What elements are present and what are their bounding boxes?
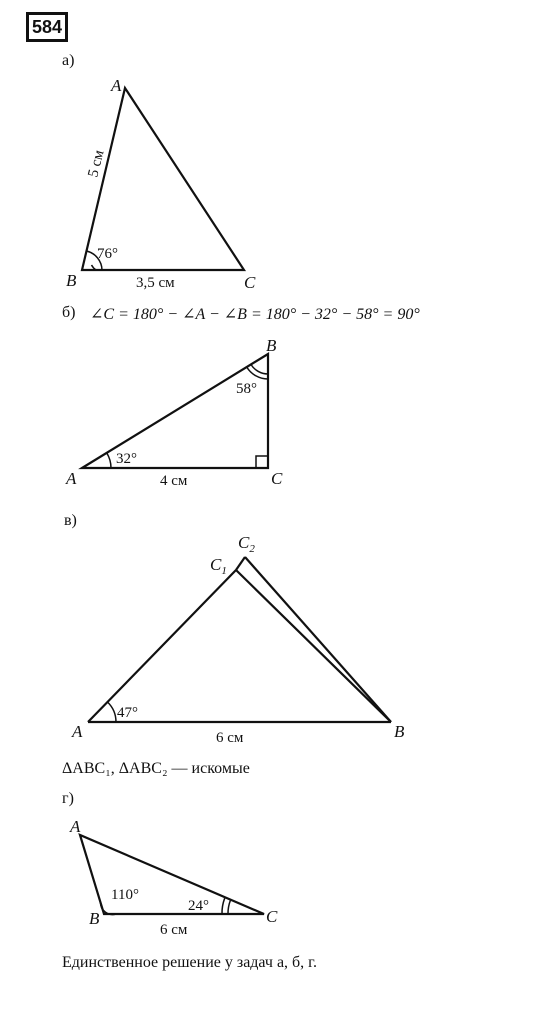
- angle-b-arc-b: [251, 365, 268, 375]
- angle-sum-formula: ∠C = 180° − ∠A − ∠B = 180° − 32° − 58° = 90°: [90, 306, 420, 323]
- vertex-c1-label: $C_1$: [210, 555, 227, 577]
- conclusion-text: Единственное решение у задач а, б, г.: [62, 954, 317, 971]
- side-ac-length: 4 см: [160, 473, 188, 489]
- vertex-a-label: A: [70, 817, 81, 836]
- side-c1b: [236, 570, 391, 722]
- vertex-a-label: A: [111, 76, 122, 95]
- triangles-v: [71, 533, 405, 746]
- vertex-b-label: B: [66, 271, 77, 290]
- angle-b-value: 58°: [236, 381, 257, 397]
- part-b-label: б): [62, 304, 76, 321]
- triangle-b: [65, 336, 283, 489]
- vertex-b-label: B: [89, 909, 100, 928]
- angle-a-arc-b: [107, 453, 111, 468]
- side-ab-length: 6 см: [216, 730, 244, 746]
- part-g-label: г): [62, 790, 74, 807]
- vertex-c2-label: $C_2$: [238, 533, 255, 555]
- ray-extension: [236, 557, 245, 570]
- triangle-b-outline: [82, 354, 268, 468]
- right-angle-mark: [256, 456, 268, 468]
- part-v-label: в): [64, 512, 77, 529]
- side-c2b: [245, 557, 391, 722]
- vertex-c-label: C: [266, 907, 278, 926]
- triangle-g: [69, 817, 278, 938]
- vertex-a-label: A: [72, 722, 83, 741]
- triangle-a-outline: [82, 88, 244, 270]
- angle-c-arc-g: [222, 898, 225, 914]
- angle-b-value: 110°: [111, 887, 139, 903]
- triangle-a: [66, 76, 256, 292]
- triangle-g-outline: [80, 835, 264, 914]
- angle-b-value: 76°: [97, 246, 118, 262]
- angle-a-arc-v: [108, 702, 117, 722]
- vertex-a-label: A: [66, 469, 77, 488]
- part-a-label: а): [62, 52, 75, 69]
- angle-a-value: 32°: [116, 451, 137, 467]
- angle-b-arc-b: [247, 367, 268, 379]
- side-ac: [88, 570, 236, 722]
- side-ab-length: 5 см: [85, 148, 108, 179]
- angle-c-value: 24°: [188, 898, 209, 914]
- vertex-b-label: B: [394, 722, 405, 741]
- angle-c-arc-g: [228, 900, 230, 914]
- vertex-c-label: C: [271, 469, 283, 488]
- part-v-result: ΔABC₁, ΔABC₂ — искомые: [62, 760, 250, 777]
- side-bc-length: 6 см: [160, 922, 188, 938]
- vertex-b-label: B: [266, 336, 277, 355]
- side-bc-length: 3,5 см: [136, 275, 175, 291]
- problem-number: 584: [26, 12, 68, 42]
- angle-a-value: 47°: [117, 705, 138, 721]
- vertex-c-label: C: [244, 273, 256, 292]
